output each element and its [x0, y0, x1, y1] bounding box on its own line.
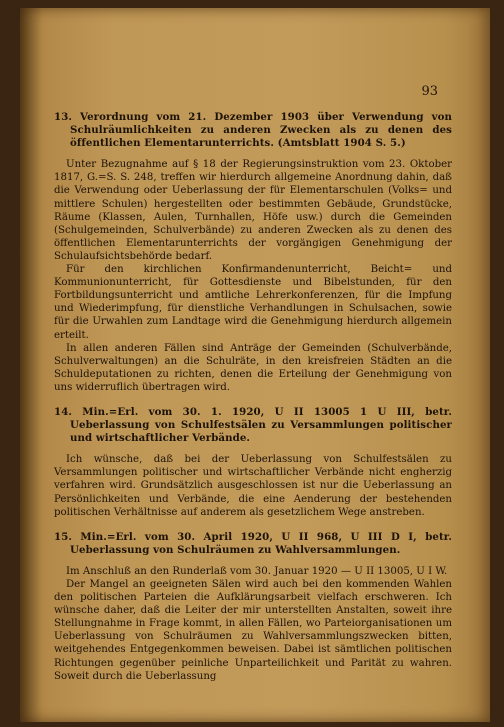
page-number: 93 — [421, 84, 438, 99]
section-13-heading: 13. Verordnung vom 21. Dezember 1903 über Verwendung von Schulräumlichkeiten zu anderen Zwecken als zu denen des öffentlichen Elementarunterrichts. (Amtsblatt 1904 S. 5.) — [54, 111, 452, 150]
section-13-paragraph: In allen anderen Fällen sind Anträge der Gemeinden (Schulverbände, Schulverwaltungen) an die Schulräte, in den kreisfreien Städten an die Schuldeputationen zu richten, denen die Erteilung der Genehmigung von uns widerruflich übertragen wird. — [54, 342, 452, 393]
section-13-paragraph: Für den kirchlichen Konfirmandenunterricht, Beicht= und Kommunionunterricht, für Gottesdienste und Bibelstunden, für den Fortbildungsunterricht und amtliche Lehrerkonferenzen, für die Impfung und Wiederimpfung, für dienstliche Verhandlungen in Schulsachen, sowie für die Urwahlen zum Landtage wird die Genehmigung hierdurch allgemein erteilt. — [54, 264, 452, 341]
section-14-heading: 14. Min.=Erl. vom 30. 1. 1920, U II 13005 1 U III, betr. Ueberlassung von Schulfestsälen zu Versammlungen politischer und wirtschaftlicher Verbände. — [54, 405, 452, 445]
section-13-paragraph: Unter Bezugnahme auf § 18 der Regierungsinstruktion vom 23. Oktober 1817, G.=S. S. 248, treffen wir hierdurch allgemeine Anordnung dahin, daß die Verwendung oder Ueberlassung der für Elementarschulen (Volks= und mittlere Schulen) hergestellten oder bestimmten Gebäude, Grundstücke, Räume (Klassen, Aulen, Turnhallen, Höfe usw.) durch die Gemeinden (Schulgemeinden, Schulverbände) zu anderen Zwecken als zu denen des öffentlichen Elementarunterrichts der vorgängigen Genehmigung der Schulaufsichtsbehörde bedarf. — [54, 159, 452, 262]
section-15-paragraph: Im Anschluß an den Runderlaß vom 30. Januar 1920 — U II 13005, U I W. — [66, 565, 448, 577]
section-15-paragraph: Der Mangel an geeigneten Sälen wird auch bei den kommenden Wahlen den politischen Parteien die Aufklärungsarbeit vielfach erschweren. Ich wünsche daher, daß die Leiter der mir unterstellten Anstalten, soweit ihre Stellungnahme in Frage kommt, in allen Fällen, wo Parteiorganisationen um Ueberlassung von Schulräumen zu Wahlversammlungszwecken bitten, weitgehendes Entgegenkommen beweisen. Dabei ist sämtlichen politischen Richtungen gegenüber peinliche Unparteilichkeit und Parität zu wahren. Soweit durch die Ueberlassung — [54, 579, 452, 682]
page-body — [54, 111, 452, 683]
book-page — [20, 8, 490, 722]
section-15-heading: 15. Min.=Erl. vom 30. April 1920, U II 968, U III D I, betr. Ueberlassung von Schulräumen zu Wahlversammlungen. — [54, 530, 452, 556]
section-spacer — [54, 519, 452, 531]
section-14-paragraph: Ich wünsche, daß bei der Ueberlassung von Schulfestsälen zu Versammlungen politischer und wirtschaftlicher Verbände nicht engherzig verfahren wird. Grundsätzlich ausgeschlossen ist nur die Ueberlassung an Persönlichkeiten und Verbände, die eine Aenderung der bestehenden politischen Verhältnisse auf anderem als gesetzlichem Wege anstreben. — [54, 454, 452, 518]
section-spacer — [54, 394, 452, 406]
page-gutter-shadow — [20, 8, 42, 722]
